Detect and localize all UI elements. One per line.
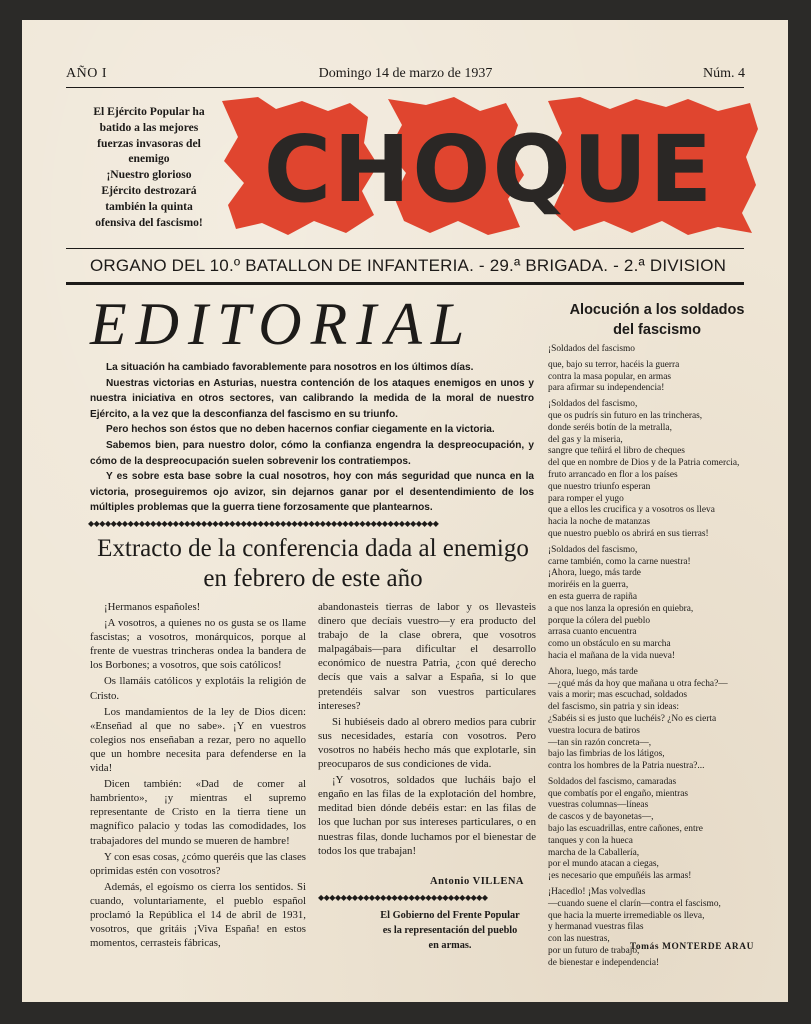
- poem-line: vais a morir; mas escuchad, soldados: [548, 690, 688, 701]
- poem-line: por un futuro de trabajo,: [548, 946, 640, 957]
- issue-number: Núm. 4: [703, 66, 745, 81]
- editorial-body: [90, 360, 534, 516]
- side-line: fuerzas invasoras del: [97, 136, 201, 150]
- poem-line: bajo las fimbrias de los látigos,: [548, 749, 665, 760]
- poem-line: para afirmar su independencia!: [548, 383, 665, 394]
- extracto-column-2: [318, 600, 536, 860]
- poem-line: contra los hombres de la Patria nuestra?...: [548, 761, 705, 772]
- alocucion-title: [546, 300, 768, 340]
- poem-line: que os pudrís sin futuro en las trincheras,: [548, 410, 703, 421]
- poem-line: contra la masa popular, en armas: [548, 371, 672, 382]
- poem-line: vuestra locura de batiros: [548, 725, 640, 736]
- extracto-paragraph: Dicen también: «Dad de comer al hambriento», ¡y mientras el supremo representante de Cristo en la tierra tiene un magnífico palacio y todas las comodidades, los trabajadores del mundo se mueren de hambre!: [90, 778, 306, 847]
- poem-line: hacia la noche de matanzas: [548, 517, 651, 528]
- editorial-paragraph: Pero hechos son éstos que no deben hacernos confiar ciegamente en la victoria.: [106, 424, 495, 436]
- extracto-paragraph: ¡Y vosotros, soldados que lucháis bajo el engaño en las filas de la explotación del hombre, meditad bien dónde debéis estar: en las filas de los que luchan por sus intereses particulares, o en nuestras filas, donde luchamos por el bienestar de todos los que trabajan!: [318, 774, 536, 857]
- poem-line: tanques y con la hueca: [548, 835, 633, 846]
- issue-year: AÑO I: [66, 66, 107, 81]
- poem-line: que hacia la muerte irremediable os lleva,: [548, 910, 705, 921]
- side-line: Ejército destrozará: [101, 183, 197, 197]
- extracto-column-1: [90, 600, 306, 952]
- editorial-paragraph: La situación ha cambiado favorablemente para nosotros en los últimos días.: [106, 362, 474, 373]
- poem-line: de cascos y de bayonetas—,: [548, 812, 654, 823]
- poem-line: sangre que teñirá el libro de cheques: [548, 446, 685, 457]
- extracto-paragraph: ¡Hermanos españoles!: [104, 601, 201, 613]
- poem-line: —¿qué más da hoy que mañana u otra fecha?—: [548, 678, 728, 689]
- poem-line: de bienestar e independencia!: [548, 957, 660, 968]
- extracto-paragraph: abandonasteis tierras de labor y os llevasteis dinero que decíais vuestro—y era producto del trabajo de la clase obrera, que vosotros malpagábais—para dificultar el desarrollo económico de nuestra Patria, ¿con qué derecho decís que vais a salvar a España, si lo que pretendéis salvar son vuestros particulares intereses?: [318, 601, 536, 712]
- extracto-paragraph: Los mandamientos de la ley de Dios dicen: «Enseñad al que no sabe». ¡Y en vuestros colegios nos enseñaban a rezar, pero no aquello que un hombre necesita para defenderse en la vida!: [90, 705, 306, 775]
- slogan-line: El Gobierno del Frente Popular: [380, 910, 520, 921]
- poem-line: moriréis en la guerra,: [548, 580, 629, 591]
- poem-line: —cuando suene el clarín—contra el fascismo,: [548, 898, 721, 909]
- poem-line: ¡Soldados del fascismo,: [548, 399, 638, 410]
- frente-popular-slogan: [362, 908, 538, 953]
- masthead-side-slogan: [86, 104, 212, 230]
- poem-line: porque la cólera del pueblo: [548, 615, 651, 626]
- side-line: también la quinta: [105, 199, 193, 213]
- poem-line: como un obstáculo en su marcha: [548, 639, 671, 650]
- extracto-signature: Antonio VILLENA: [430, 876, 524, 887]
- extracto-paragraph: Si hubiéseis dado al obrero medios para cubrir sus necesidades, estaría con vosotros. Pero vosotros no habéis hecho más que explotarle, sin preocuparos de sus condiciones de vida.: [318, 715, 536, 771]
- poem-line: ¿Sabéis si es justo que luchéis? ¿No es cierta: [548, 713, 717, 724]
- extracto-paragraph: Además, el egoísmo os cierra los sentidos. Si cuando, voluntariamente, el pueblo español proclamó la República el 14 de abril de 1931, vosotros, que gritáis ¡Viva España! en estos momentos, cerrasteis fábricas,: [90, 880, 306, 950]
- poem-line: Soldados del fascismo, camaradas: [548, 776, 677, 787]
- poem-line: con las nuestras,: [548, 934, 610, 945]
- editorial-paragraph: Sabemos bien, para nuestro dolor, cómo la confianza engendra la despreocupación, y cómo de la despreocupación suelen sobrevenir los contratiempos.: [90, 439, 534, 467]
- masthead-rule-bottom: [66, 282, 744, 285]
- poem-line: que a ellos les crucifica y a vosotros os lleva: [548, 505, 715, 516]
- alocucion-title-line: Alocución a los soldados: [569, 302, 745, 318]
- poem-line: que, bajo su terror, hacéis la guerra: [548, 359, 680, 370]
- extracto-paragraph: ¡A vosotros, a quienes no os gusta se os llame fascistas; a vosotros, monárquicos, porque al frente de vuestras trincheras ondea la bandera de los Borbones; a vosotros, que sois católicos!: [90, 617, 306, 672]
- poem-line: vuestras columnas—líneas: [548, 800, 649, 811]
- extracto-title: Extracto de la conferencia dada al enemigo en febrero de este año: [97, 535, 529, 592]
- poem-line: del fascismo, sin patria y sin ideas:: [548, 702, 679, 713]
- extracto-paragraph: Y con esas cosas, ¿cómo queréis que las clases oprimidas estén con vosotros?: [90, 850, 306, 877]
- poem-line: a que nos lanza la opresión en quiebra,: [548, 603, 694, 614]
- side-line: El Ejército Popular ha: [93, 105, 205, 118]
- poem-line: ¡es necesario que empuñéis las armas!: [548, 871, 692, 882]
- editorial-paragraph: Y es sobre esta base sobre la cual nosotros, hoy con más seguridad que nunca en la victoria, proseguiremos ojo avizor, sin dejarnos ganar por el desentendimiento de los múltiples problemas que la guerra tiene forzosamente que plantearnos.: [90, 471, 534, 514]
- side-line: batido a las mejores: [99, 120, 199, 134]
- poem-line: ¡Soldados del fascismo,: [548, 544, 638, 555]
- poem-line: y hermanad vuestras filas: [548, 922, 644, 933]
- poem-line: marcha de la Caballería,: [548, 847, 640, 858]
- side-line: ¡Nuestro glorioso: [106, 168, 192, 182]
- poem-line: para romper el yugo: [548, 493, 624, 504]
- poem-line: hacia el mañana de la vida nueva!: [548, 650, 676, 661]
- poem-line: del que en nombre de Dios y de la Patria comercia,: [548, 458, 740, 469]
- poem-line: que combatís por el engaño, mientras: [548, 788, 689, 799]
- poem-line: fruto arrancado en flor a los países: [548, 469, 678, 480]
- issue-date: Domingo 14 de marzo de 1937: [318, 66, 493, 81]
- masthead-subtitle: ORGANO DEL 10.º BATALLON DE INFANTERIA. - 29.ª BRIGADA. - 2.ª DIVISION: [90, 256, 727, 275]
- slogan-line: es la representación del pueblo: [382, 925, 518, 936]
- poem-author: Tomás MONTERDE ARAU: [629, 942, 754, 952]
- side-line: ofensiva del fascismo!: [95, 215, 203, 229]
- alocucion-poem: [548, 344, 766, 970]
- slogan-line: en armas.: [428, 940, 472, 951]
- poem-line: ¡Hacedlo! ¡Mas volvedlas: [548, 887, 646, 898]
- masthead-title: CHOQUE: [263, 116, 715, 223]
- poem-line: —tan sin razón concreta—,: [548, 737, 652, 748]
- poem-line: ¡Ahora, luego, más tarde: [548, 568, 641, 579]
- poem-line: por el mundo atacan a ciegas,: [548, 859, 659, 870]
- extracto-paragraph: Os llamáis católicos y explotáis la religión de Cristo.: [90, 675, 306, 702]
- poem-line: bajo las escuadrillas, entre cañones, entre: [548, 824, 703, 835]
- poem-line: que nuestro triunfo esperan: [548, 481, 651, 492]
- poem-line: carne también, como la carne nuestra!: [548, 556, 691, 567]
- alocucion-title-line: del fascismo: [613, 322, 701, 338]
- ornamental-divider: ◆◆◆◆◆◆◆◆◆◆◆◆◆◆◆◆◆◆◆◆◆◆◆◆◆◆◆◆◆◆◆◆◆◆◆◆◆◆◆◆◆◆◆◆◆◆◆◆◆◆◆◆◆◆◆◆◆◆◆◆◆◆: [88, 520, 439, 528]
- poem-line: ¡Soldados del fascismo: [548, 344, 635, 354]
- poem-line: donde seréis botín de la metralla,: [548, 422, 672, 433]
- poem-line: Ahora, luego, más tarde: [548, 666, 638, 677]
- side-line: enemigo: [128, 152, 170, 166]
- poem-line: que nuestro pueblo os abrirá en sus tierras!: [548, 528, 709, 539]
- editorial-paragraph: Nuestras victorias en Asturias, nuestra contención de los ataques enemigos en unos y nuestra iniciativa en otros sectores, van calibrando la medida de la moral de nuestro Ejército, a la vez que la desconfianza del fascismo en su triunfo.: [90, 377, 534, 420]
- poem-line: arrasa cuanto encuentra: [548, 627, 637, 638]
- masthead-rule-top: [66, 248, 744, 249]
- editorial-title: EDITORIAL: [90, 291, 474, 357]
- poem-line: del gas y la miseria,: [548, 434, 623, 445]
- ornamental-divider: ◆◆◆◆◆◆◆◆◆◆◆◆◆◆◆◆◆◆◆◆◆◆◆◆◆◆◆◆◆◆: [318, 894, 488, 902]
- masthead-logo: [218, 95, 760, 237]
- poem-line: en esta guerra de rapiña: [548, 591, 638, 602]
